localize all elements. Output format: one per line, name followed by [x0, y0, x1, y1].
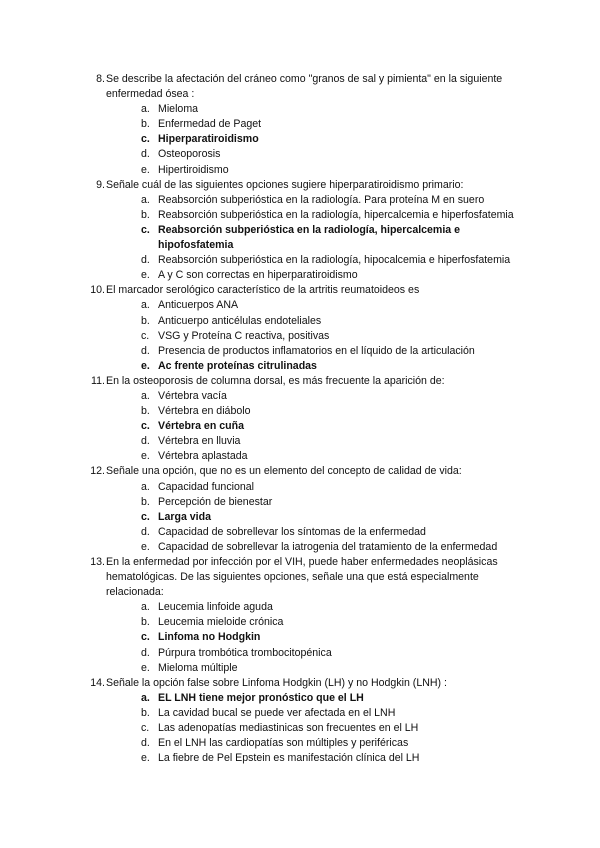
answer-option	[106, 721, 522, 736]
option-letter: d.	[141, 435, 150, 448]
option-letter: b.	[141, 208, 150, 221]
option-text: Reabsorción subperióstica en la radiología, hipercalcemia e hiperfosfatemia	[158, 208, 514, 221]
answer-option	[106, 751, 522, 766]
option-letter: d.	[141, 344, 150, 357]
question-number: 9.	[96, 178, 105, 191]
option-letter: a.	[141, 480, 150, 493]
option-text: Mieloma	[158, 103, 199, 116]
answer-option	[106, 253, 522, 268]
question-number: 11.	[91, 374, 105, 387]
question-text: Se describe la afectación del cráneo como "granos de sal y pimienta" en la siguiente enfermedad ósea :	[106, 73, 503, 101]
question-text: Señale la opción false sobre Linfoma Hodgkin (LH) y no Hodgkin (LNH) :	[106, 676, 447, 689]
answer-option	[106, 449, 522, 464]
question-text: Señale cuál de las siguientes opciones sugiere hiperparatiroidismo primario:	[106, 178, 464, 191]
option-letter: e.	[141, 269, 150, 282]
answer-option	[106, 600, 522, 615]
option-letter: a.	[141, 299, 150, 312]
option-letter: b.	[141, 314, 150, 327]
option-letter: e.	[141, 752, 150, 765]
option-list	[106, 102, 522, 177]
option-text: Ac frente proteínas citrulinadas	[158, 359, 317, 372]
option-letter: d.	[141, 646, 150, 659]
answer-option	[106, 163, 522, 178]
option-letter: e.	[141, 661, 150, 674]
option-letter: b.	[141, 495, 150, 508]
answer-option	[106, 661, 522, 676]
option-text: Las adenopatías mediastinicas son frecuentes en el LH	[158, 722, 419, 735]
answer-option	[106, 389, 522, 404]
option-text: Hiperparatiroidismo	[158, 133, 259, 146]
option-text: VSG y Proteína C reactiva, positivas	[158, 329, 330, 342]
question-item	[92, 676, 522, 767]
option-text: Capacidad funcional	[158, 480, 255, 493]
option-letter: c.	[141, 420, 150, 433]
answer-option	[106, 480, 522, 495]
option-list	[106, 480, 522, 555]
option-text: Larga vida	[158, 510, 211, 523]
question-number: 14.	[90, 676, 105, 689]
option-text: Leucemia mieloide crónica	[158, 616, 284, 629]
question-item	[92, 464, 522, 555]
option-text: En el LNH las cardiopatías son múltiples y periféricas	[158, 737, 409, 750]
answer-option-correct	[106, 132, 522, 147]
option-letter: b.	[141, 706, 150, 719]
option-letter: a.	[141, 601, 150, 614]
question-item	[92, 283, 522, 374]
answer-option	[106, 268, 522, 283]
option-list	[106, 389, 522, 464]
option-letter: e.	[141, 163, 150, 176]
option-list	[106, 600, 522, 675]
answer-option	[106, 525, 522, 540]
option-text: Presencia de productos inflamatorios en el líquido de la articulación	[158, 344, 475, 357]
answer-option	[106, 404, 522, 419]
option-letter: c.	[141, 510, 150, 523]
answer-option	[106, 646, 522, 661]
answer-option	[106, 102, 522, 117]
option-list	[106, 193, 522, 284]
option-text: Percepción de bienestar	[158, 495, 273, 508]
answer-option	[106, 344, 522, 359]
question-number: 12.	[90, 465, 105, 478]
question-list	[92, 72, 522, 766]
option-letter: a.	[141, 103, 150, 116]
option-letter: c.	[141, 722, 150, 735]
option-text: Anticuerpos ANA	[158, 299, 239, 312]
question-text: El marcador serológico característico de la artritis reumatoideos es	[106, 284, 420, 297]
option-letter: e.	[141, 540, 150, 553]
question-text: En la enfermedad por infección por el VIH, puede haber enfermedades neoplásicas hematológicas. De las siguientes opciones, señale una que está especialmente relacionada:	[106, 556, 498, 599]
answer-option-correct	[106, 223, 522, 253]
option-text: Capacidad de sobrellevar los síntomas de la enfermedad	[158, 525, 426, 538]
question-number: 10.	[90, 284, 105, 297]
answer-option-correct	[106, 419, 522, 434]
option-letter: a.	[141, 193, 150, 206]
option-text: A y C son correctas en hiperparatiroidismo	[158, 269, 358, 282]
question-text: Señale una opción, que no es un elemento del concepto de calidad de vida:	[106, 465, 462, 478]
option-text: Leucemia linfoide aguda	[158, 601, 273, 614]
option-text: La cavidad bucal se puede ver afectada en el LNH	[158, 706, 396, 719]
answer-option-correct	[106, 510, 522, 525]
option-letter: b.	[141, 118, 150, 131]
option-letter: d.	[141, 525, 150, 538]
answer-option	[106, 540, 522, 555]
answer-option-correct	[106, 691, 522, 706]
option-letter: b.	[141, 616, 150, 629]
option-text: Vértebra aplastada	[158, 450, 248, 463]
option-text: Púrpura trombótica trombocitopénica	[158, 646, 332, 659]
answer-option	[106, 147, 522, 162]
answer-option	[106, 495, 522, 510]
answer-option-correct	[106, 359, 522, 374]
option-letter: c.	[141, 133, 150, 146]
answer-option	[106, 736, 522, 751]
option-text: Linfoma no Hodgkin	[158, 631, 261, 644]
answer-option	[106, 434, 522, 449]
question-item	[92, 374, 522, 465]
option-text: Reabsorción subperióstica en la radiología. Para proteína M en suero	[158, 193, 485, 206]
option-list	[106, 691, 522, 766]
option-text: Reabsorción subperióstica en la radiología, hipocalcemia e hiperfosfatemia	[158, 254, 511, 267]
option-letter: d.	[141, 254, 150, 267]
option-text: Vértebra vacía	[158, 389, 227, 402]
answer-option	[106, 706, 522, 721]
option-text: Osteoporosis	[158, 148, 221, 161]
answer-option	[106, 615, 522, 630]
option-text: Vértebra en cuña	[158, 420, 244, 433]
option-text: Anticuerpo anticélulas endoteliales	[158, 314, 322, 327]
option-text: Vértebra en lluvia	[158, 435, 241, 448]
option-text: Reabsorción subperióstica en la radiología, hipercalcemia e hipofosfatemia	[158, 223, 461, 252]
option-text: Capacidad de sobrellevar la iatrogenia del tratamiento de la enfermedad	[158, 540, 498, 553]
answer-option-correct	[106, 630, 522, 645]
option-letter: c.	[141, 223, 150, 236]
answer-option	[106, 329, 522, 344]
option-letter: e.	[141, 359, 150, 372]
option-text: La fiebre de Pel Epstein es manifestación clínica del LH	[158, 752, 420, 765]
option-text: Vértebra en diábolo	[158, 405, 251, 418]
option-letter: d.	[141, 148, 150, 161]
answer-option	[106, 117, 522, 132]
option-letter: a.	[141, 691, 150, 704]
option-list	[106, 298, 522, 373]
option-letter: e.	[141, 450, 150, 463]
option-text: Enfermedad de Paget	[158, 118, 262, 131]
answer-option	[106, 208, 522, 223]
option-letter: a.	[141, 389, 150, 402]
option-letter: c.	[141, 329, 150, 342]
option-letter: c.	[141, 631, 150, 644]
question-item	[92, 178, 522, 284]
question-number: 13.	[90, 556, 105, 568]
answer-option	[106, 314, 522, 329]
answer-option	[106, 193, 522, 208]
option-letter: b.	[141, 405, 150, 418]
question-item	[92, 72, 522, 178]
option-text: EL LNH tiene mejor pronóstico que el LH	[158, 691, 364, 704]
question-text: En la osteoporosis de columna dorsal, es más frecuente la aparición de:	[106, 374, 445, 387]
answer-option	[106, 298, 522, 313]
question-number: 8.	[96, 73, 105, 85]
option-text: Mieloma múltiple	[158, 661, 238, 674]
question-item	[92, 555, 522, 676]
option-text: Hipertiroidismo	[158, 163, 229, 176]
option-letter: d.	[141, 737, 150, 750]
